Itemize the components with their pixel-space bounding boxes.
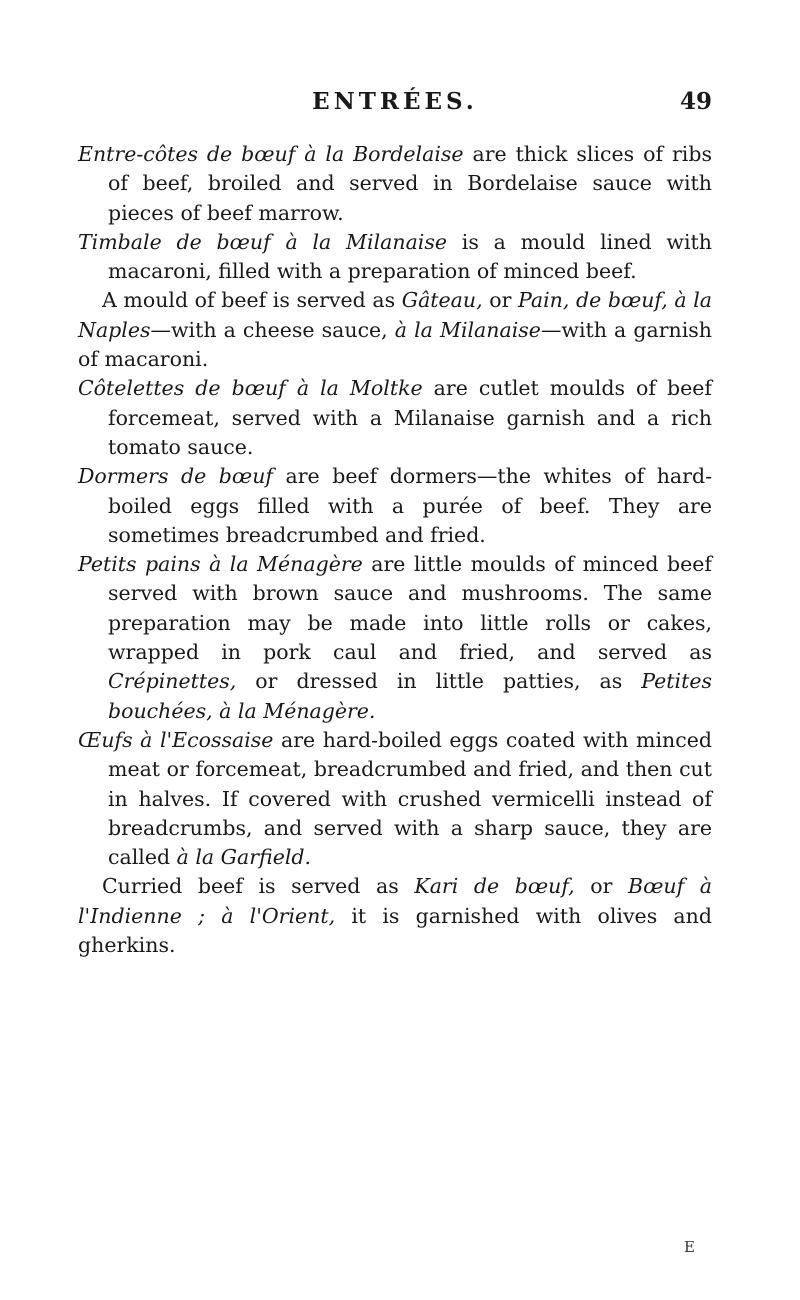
italic-run: à la Milanaise — [394, 317, 541, 342]
page-number: 49 — [679, 88, 712, 115]
text-run: A mould of beef is served as — [102, 288, 402, 313]
paragraph — [78, 872, 712, 960]
italic-run: Pain, de bœuf, à la Naples — [78, 288, 712, 342]
text-run: are beef dormers—the whites of hard-boiled eggs filled with a purée of beef. They are sometimes breadcrumbed and fried. — [108, 464, 712, 547]
text-run: are thick slices of ribs of beef, broiled and served in Bordelaise sauce with pieces of beef marrow. — [108, 142, 712, 225]
text-run: are hard-boiled eggs coated with minced meat or forcemeat, breadcrumbed and fried, and then cut in halves. If covered with crushed vermicelli instead of breadcrumbs, and served with a sharp sauce, they are called — [108, 727, 712, 870]
text-run: or — [574, 874, 629, 899]
italic-run: à la Garfield. — [176, 845, 312, 870]
text-run: —with a garnish of macaroni. — [78, 317, 712, 372]
italic-run: Œufs à l'Ecossaise — [78, 727, 274, 752]
paragraph — [78, 550, 712, 726]
text-run: are cutlet moulds of beef forcemeat, served with a Milanaise garnish and a rich tomato sauce. — [108, 376, 712, 459]
italic-run: Timbale de bœuf à la Milanaise — [78, 229, 447, 254]
italic-run: Crépinettes, — [108, 669, 237, 694]
running-head — [78, 88, 712, 128]
paragraph — [78, 462, 712, 550]
body-text — [78, 140, 712, 960]
italic-run: Petites bouchées, à la Ménagère. — [108, 669, 712, 723]
italic-run: Entre-côtes de bœuf à la Bordelaise — [78, 142, 464, 166]
running-title: ENTRÉES. — [312, 88, 478, 115]
text-run: is a mould lined with macaroni, filled with a preparation of minced beef. — [108, 229, 712, 284]
text-run: Curried beef is served as — [102, 874, 415, 899]
paragraph — [78, 228, 712, 287]
paragraph — [78, 286, 712, 374]
text-run: are little moulds of minced beef served with brown sauce and mushrooms. The same preparation may be made into little rolls or cakes, wrapped in pork caul and fried, and served as — [108, 552, 712, 665]
signature-mark: E — [684, 1238, 695, 1256]
paragraph — [78, 374, 712, 462]
paragraph — [78, 726, 712, 872]
italic-run: Gâteau, — [401, 288, 483, 313]
italic-run: Côtelettes de bœuf à la Moltke — [78, 376, 423, 401]
paragraph — [78, 140, 712, 228]
text-run: or dressed in little patties, as — [236, 669, 642, 694]
text-run: it is garnished with olives and gherkins. — [78, 903, 712, 958]
italic-run: Petits pains à la Ménagère — [78, 552, 363, 577]
text-run: —with a cheese sauce, — [150, 317, 395, 342]
italic-run: Dormers de bœuf — [78, 464, 273, 489]
italic-run: Bœuf à l'Indienne ; à l'Orient, — [78, 874, 712, 928]
text-run: or — [482, 288, 518, 313]
italic-run: Kari de bœuf, — [414, 874, 575, 899]
